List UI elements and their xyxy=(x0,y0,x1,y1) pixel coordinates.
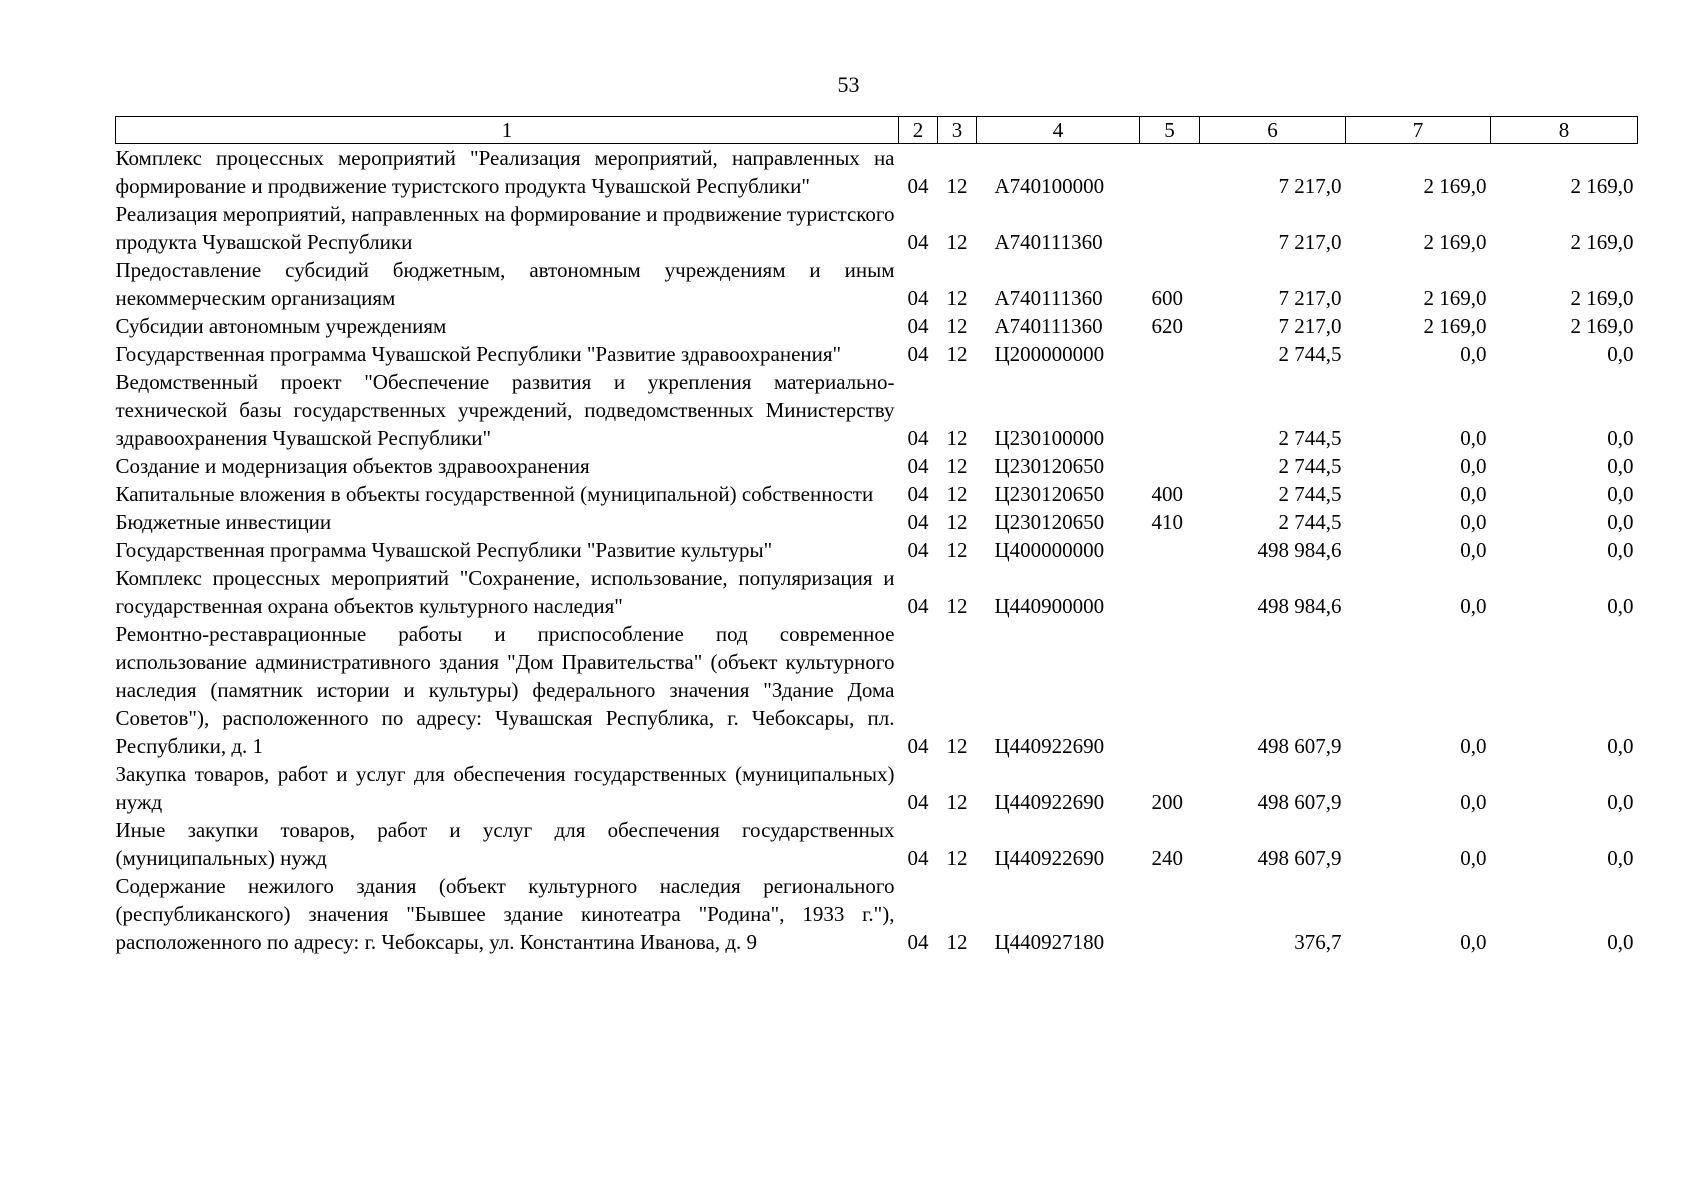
cell-amount-8: 0,0 xyxy=(1607,790,1634,814)
row-name-text: Комплекс процессных мероприятий "Сохранение, использование, популяризация и государственная охрана объектов культурного наследия" xyxy=(115,566,895,618)
cell-amount-6: 498 984,6 xyxy=(1257,594,1342,618)
cell-expense-type xyxy=(1140,620,1200,760)
row-name-text: Ремонтно-реставрационные работы и приспособление под современное использование административного здания "Дом Правительства" (объект культурного наследия (памятник истории и культуры) федерального значения "Здание Дома Советов"), расположенного по адресу: Чувашская Республика, г. Чебоксары, пл. Республики, д. 1 xyxy=(115,622,895,758)
cell-name xyxy=(116,816,899,872)
cell-subsection: 12 xyxy=(946,734,968,758)
cell-name xyxy=(116,480,899,508)
table-row xyxy=(116,816,1638,872)
cell-amount-8: 0,0 xyxy=(1607,930,1634,954)
cell-target-article: Ц230120650 xyxy=(994,454,1105,478)
cell-amount-6: 7 217,0 xyxy=(1278,286,1342,310)
cell-expense-type xyxy=(1140,200,1200,256)
cell-name xyxy=(116,256,899,312)
cell-target-article: Ц440927180 xyxy=(994,930,1105,954)
cell-amount-7: 0,0 xyxy=(1460,426,1487,450)
cell-expense-type xyxy=(1140,368,1200,452)
cell-expense-type xyxy=(1140,536,1200,564)
cell-amount-7: 2 169,0 xyxy=(1423,174,1487,198)
cell-section: 04 xyxy=(907,538,929,562)
cell-expense-type: 600 xyxy=(1151,286,1183,310)
cell-target-article: А740111360 xyxy=(994,230,1103,254)
cell-amount-7: 0,0 xyxy=(1460,734,1487,758)
table-row xyxy=(116,452,1638,480)
cell-amount-8: 2 169,0 xyxy=(1570,174,1634,198)
column-header: 2 xyxy=(899,117,938,144)
cell-amount-6: 7 217,0 xyxy=(1278,174,1342,198)
cell-amount-6: 2 744,5 xyxy=(1278,482,1342,506)
cell-section: 04 xyxy=(907,510,929,534)
cell-amount-7: 0,0 xyxy=(1460,454,1487,478)
row-name-text: Государственная программа Чувашской Республики "Развитие культуры" xyxy=(115,538,773,562)
table-row xyxy=(116,620,1638,760)
cell-expense-type: 400 xyxy=(1151,482,1183,506)
cell-amount-7: 2 169,0 xyxy=(1423,230,1487,254)
cell-section: 04 xyxy=(907,314,929,338)
table-row xyxy=(116,564,1638,620)
cell-section: 04 xyxy=(907,594,929,618)
cell-section: 04 xyxy=(907,454,929,478)
row-name-text: Иные закупки товаров, работ и услуг для обеспечения государственных (муниципальных) нужд xyxy=(115,818,895,870)
cell-subsection: 12 xyxy=(946,482,968,506)
table-row xyxy=(116,256,1638,312)
cell-name xyxy=(116,368,899,452)
cell-subsection: 12 xyxy=(946,846,968,870)
cell-target-article: Ц440922690 xyxy=(994,790,1105,814)
cell-name xyxy=(116,452,899,480)
cell-target-article: Ц200000000 xyxy=(994,342,1105,366)
cell-section: 04 xyxy=(907,930,929,954)
cell-target-article: Ц230120650 xyxy=(994,510,1105,534)
cell-subsection: 12 xyxy=(946,594,968,618)
cell-amount-7: 2 169,0 xyxy=(1423,286,1487,310)
cell-section: 04 xyxy=(907,790,929,814)
cell-subsection: 12 xyxy=(946,174,968,198)
row-name-text: Реализация мероприятий, направленных на формирование и продвижение туристского продукта Чувашской Республики xyxy=(115,202,895,254)
row-name-text: Содержание нежилого здания (объект культурного наследия регионального (республиканского) значения "Бывшее здание кинотеатра "Родина", 1933 г."), расположенного по адресу: г. Чебоксары, ул. Константина Иванова, д. 9 xyxy=(115,874,895,954)
cell-amount-7: 0,0 xyxy=(1460,846,1487,870)
cell-subsection: 12 xyxy=(946,314,968,338)
cell-amount-7: 0,0 xyxy=(1460,538,1487,562)
cell-amount-8: 0,0 xyxy=(1607,482,1634,506)
cell-expense-type xyxy=(1140,564,1200,620)
cell-subsection: 12 xyxy=(946,454,968,478)
cell-amount-8: 2 169,0 xyxy=(1570,314,1634,338)
cell-amount-6: 498 984,6 xyxy=(1257,538,1342,562)
row-name-text: Ведомственный проект "Обеспечение развития и укрепления материально-технической базы государственных учреждений, подведомственных Министерству здравоохранения Чувашской Республики" xyxy=(115,370,895,450)
table-row xyxy=(116,340,1638,368)
cell-amount-8: 2 169,0 xyxy=(1570,286,1634,310)
cell-name xyxy=(116,536,899,564)
row-name-text: Субсидии автономным учреждениям xyxy=(115,314,447,338)
budget-table xyxy=(115,116,1638,956)
table-row xyxy=(116,508,1638,536)
cell-name xyxy=(116,200,899,256)
cell-amount-7: 0,0 xyxy=(1460,594,1487,618)
cell-section: 04 xyxy=(907,230,929,254)
cell-subsection: 12 xyxy=(946,342,968,366)
cell-name xyxy=(116,508,899,536)
column-header: 3 xyxy=(938,117,977,144)
cell-subsection: 12 xyxy=(946,930,968,954)
cell-amount-8: 0,0 xyxy=(1607,454,1634,478)
row-name-text: Закупка товаров, работ и услуг для обеспечения государственных (муниципальных) нужд xyxy=(115,762,895,814)
cell-name xyxy=(116,340,899,368)
column-header: 1 xyxy=(116,117,899,144)
cell-target-article: Ц440922690 xyxy=(994,846,1105,870)
cell-amount-6: 498 607,9 xyxy=(1257,734,1342,758)
cell-subsection: 12 xyxy=(946,426,968,450)
column-header: 5 xyxy=(1140,117,1200,144)
cell-subsection: 12 xyxy=(946,510,968,534)
cell-amount-7: 0,0 xyxy=(1460,930,1487,954)
cell-amount-7: 2 169,0 xyxy=(1423,314,1487,338)
cell-amount-6: 498 607,9 xyxy=(1257,790,1342,814)
cell-target-article: А740100000 xyxy=(994,174,1105,198)
cell-amount-8: 0,0 xyxy=(1607,734,1634,758)
cell-amount-6: 498 607,9 xyxy=(1257,846,1342,870)
column-header: 8 xyxy=(1491,117,1638,144)
cell-amount-6: 2 744,5 xyxy=(1278,454,1342,478)
cell-amount-6: 7 217,0 xyxy=(1278,230,1342,254)
row-name-text: Капитальные вложения в объекты государственной (муниципальной) собственности xyxy=(115,482,874,506)
cell-amount-7: 0,0 xyxy=(1460,342,1487,366)
column-header: 7 xyxy=(1346,117,1491,144)
cell-expense-type xyxy=(1140,452,1200,480)
cell-section: 04 xyxy=(907,174,929,198)
table-row xyxy=(116,200,1638,256)
cell-amount-6: 2 744,5 xyxy=(1278,426,1342,450)
cell-amount-7: 0,0 xyxy=(1460,790,1487,814)
cell-section: 04 xyxy=(907,482,929,506)
table-row xyxy=(116,312,1638,340)
column-header: 4 xyxy=(977,117,1140,144)
cell-expense-type: 200 xyxy=(1151,790,1183,814)
cell-section: 04 xyxy=(907,734,929,758)
cell-section: 04 xyxy=(907,846,929,870)
cell-section: 04 xyxy=(907,342,929,366)
cell-section: 04 xyxy=(907,286,929,310)
cell-target-article: А740111360 xyxy=(994,286,1103,310)
cell-amount-8: 0,0 xyxy=(1607,594,1634,618)
cell-expense-type xyxy=(1140,144,1200,201)
row-name-text: Предоставление субсидий бюджетным, автономным учреждениям и иным некоммерческим организациям xyxy=(115,258,895,310)
cell-amount-8: 0,0 xyxy=(1607,538,1634,562)
column-header: 6 xyxy=(1200,117,1346,144)
cell-amount-6: 2 744,5 xyxy=(1278,342,1342,366)
cell-amount-7: 0,0 xyxy=(1460,510,1487,534)
cell-expense-type: 240 xyxy=(1151,846,1183,870)
cell-target-article: А740111360 xyxy=(994,314,1103,338)
page-number: 53 xyxy=(837,72,860,97)
cell-amount-8: 0,0 xyxy=(1607,510,1634,534)
cell-target-article: Ц230120650 xyxy=(994,482,1105,506)
cell-expense-type: 620 xyxy=(1151,314,1183,338)
cell-name xyxy=(116,760,899,816)
row-name-text: Бюджетные инвестиции xyxy=(115,510,332,534)
row-name-text: Создание и модернизация объектов здравоохранения xyxy=(115,454,590,478)
cell-amount-7: 0,0 xyxy=(1460,482,1487,506)
cell-amount-8: 0,0 xyxy=(1607,426,1634,450)
cell-section: 04 xyxy=(907,426,929,450)
row-name-text: Комплекс процессных мероприятий "Реализация мероприятий, направленных на формирование и продвижение туристского продукта Чувашской Республики" xyxy=(115,146,895,198)
cell-subsection: 12 xyxy=(946,790,968,814)
cell-name xyxy=(116,872,899,956)
cell-amount-6: 7 217,0 xyxy=(1278,314,1342,338)
cell-name xyxy=(116,312,899,340)
cell-amount-6: 376,7 xyxy=(1294,930,1342,954)
table-row xyxy=(116,872,1638,956)
cell-target-article: Ц230100000 xyxy=(994,426,1105,450)
table-row xyxy=(116,480,1638,508)
table-row xyxy=(116,368,1638,452)
cell-expense-type xyxy=(1140,340,1200,368)
cell-subsection: 12 xyxy=(946,230,968,254)
cell-target-article: Ц440900000 xyxy=(994,594,1105,618)
cell-amount-8: 2 169,0 xyxy=(1570,230,1634,254)
cell-subsection: 12 xyxy=(946,286,968,310)
cell-name xyxy=(116,144,899,201)
row-name-text: Государственная программа Чувашской Республики "Развитие здравоохранения" xyxy=(115,342,842,366)
cell-expense-type xyxy=(1140,872,1200,956)
cell-name xyxy=(116,564,899,620)
table-row xyxy=(116,760,1638,816)
cell-amount-8: 0,0 xyxy=(1607,342,1634,366)
header-row xyxy=(116,117,1638,144)
table-row xyxy=(116,536,1638,564)
cell-name xyxy=(116,620,899,760)
cell-amount-8: 0,0 xyxy=(1607,846,1634,870)
cell-amount-6: 2 744,5 xyxy=(1278,510,1342,534)
cell-expense-type: 410 xyxy=(1151,510,1183,534)
table-row xyxy=(116,144,1638,201)
cell-target-article: Ц440922690 xyxy=(994,734,1105,758)
cell-subsection: 12 xyxy=(946,538,968,562)
cell-target-article: Ц400000000 xyxy=(994,538,1105,562)
